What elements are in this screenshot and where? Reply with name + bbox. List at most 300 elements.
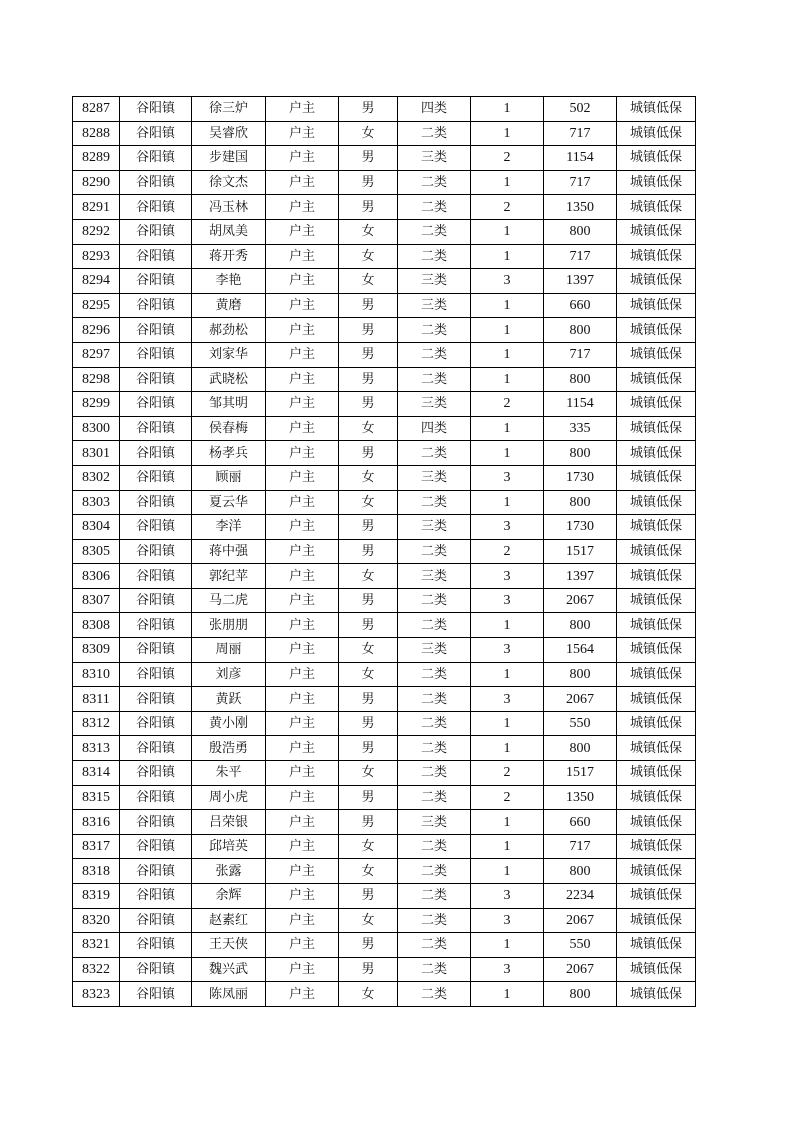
name-cell: 张露 — [192, 859, 266, 884]
serial-number-cell: 8304 — [73, 515, 120, 540]
table-row — [73, 662, 696, 687]
amount-cell: 502 — [544, 97, 617, 122]
township-cell: 谷阳镇 — [120, 269, 192, 294]
name-cell: 蒋开秀 — [192, 244, 266, 269]
serial-number-cell: 8302 — [73, 465, 120, 490]
name-cell: 李艳 — [192, 269, 266, 294]
category-cell: 二类 — [398, 342, 471, 367]
household-size-cell: 3 — [471, 588, 544, 613]
relief-type-cell: 城镇低保 — [617, 293, 696, 318]
relation-cell: 户主 — [266, 342, 339, 367]
amount-cell: 2234 — [544, 884, 617, 909]
serial-number-cell: 8288 — [73, 121, 120, 146]
name-cell: 刘家华 — [192, 342, 266, 367]
relation-cell: 户主 — [266, 465, 339, 490]
amount-cell: 800 — [544, 318, 617, 343]
relation-cell: 户主 — [266, 195, 339, 220]
name-cell: 周丽 — [192, 638, 266, 663]
relation-cell: 户主 — [266, 515, 339, 540]
relief-type-cell: 城镇低保 — [617, 121, 696, 146]
name-cell: 张朋朋 — [192, 613, 266, 638]
household-size-cell: 1 — [471, 662, 544, 687]
serial-number-cell: 8292 — [73, 219, 120, 244]
relation-cell: 户主 — [266, 244, 339, 269]
township-cell: 谷阳镇 — [120, 638, 192, 663]
township-cell: 谷阳镇 — [120, 884, 192, 909]
name-cell: 黄跃 — [192, 687, 266, 712]
serial-number-cell: 8295 — [73, 293, 120, 318]
amount-cell: 1564 — [544, 638, 617, 663]
category-cell: 三类 — [398, 146, 471, 171]
gender-cell: 男 — [339, 342, 398, 367]
amount-cell: 800 — [544, 490, 617, 515]
household-size-cell: 1 — [471, 441, 544, 466]
amount-cell: 1730 — [544, 515, 617, 540]
amount-cell: 1154 — [544, 392, 617, 417]
table-row — [73, 588, 696, 613]
relief-type-cell: 城镇低保 — [617, 269, 696, 294]
amount-cell: 335 — [544, 416, 617, 441]
township-cell: 谷阳镇 — [120, 293, 192, 318]
category-cell: 二类 — [398, 170, 471, 195]
category-cell: 三类 — [398, 269, 471, 294]
gender-cell: 女 — [339, 219, 398, 244]
table-row — [73, 613, 696, 638]
category-cell: 二类 — [398, 588, 471, 613]
relation-cell: 户主 — [266, 982, 339, 1007]
household-size-cell: 1 — [471, 982, 544, 1007]
serial-number-cell: 8315 — [73, 785, 120, 810]
gender-cell: 男 — [339, 392, 398, 417]
category-cell: 二类 — [398, 834, 471, 859]
amount-cell: 800 — [544, 662, 617, 687]
table-row — [73, 933, 696, 958]
amount-cell: 2067 — [544, 588, 617, 613]
category-cell: 二类 — [398, 219, 471, 244]
household-size-cell: 1 — [471, 244, 544, 269]
gender-cell: 男 — [339, 588, 398, 613]
category-cell: 二类 — [398, 662, 471, 687]
category-cell: 二类 — [398, 613, 471, 638]
table-row — [73, 884, 696, 909]
serial-number-cell: 8300 — [73, 416, 120, 441]
gender-cell: 男 — [339, 318, 398, 343]
category-cell: 三类 — [398, 810, 471, 835]
category-cell: 三类 — [398, 392, 471, 417]
relation-cell: 户主 — [266, 859, 339, 884]
amount-cell: 717 — [544, 121, 617, 146]
category-cell: 二类 — [398, 244, 471, 269]
table-row — [73, 342, 696, 367]
name-cell: 侯春梅 — [192, 416, 266, 441]
serial-number-cell: 8317 — [73, 834, 120, 859]
gender-cell: 女 — [339, 834, 398, 859]
township-cell: 谷阳镇 — [120, 736, 192, 761]
gender-cell: 女 — [339, 465, 398, 490]
amount-cell: 1397 — [544, 269, 617, 294]
gender-cell: 男 — [339, 195, 398, 220]
township-cell: 谷阳镇 — [120, 146, 192, 171]
category-cell: 三类 — [398, 515, 471, 540]
amount-cell: 1154 — [544, 146, 617, 171]
relation-cell: 户主 — [266, 687, 339, 712]
household-size-cell: 1 — [471, 834, 544, 859]
relation-cell: 户主 — [266, 564, 339, 589]
relief-type-cell: 城镇低保 — [617, 490, 696, 515]
relief-type-cell: 城镇低保 — [617, 859, 696, 884]
household-size-cell: 1 — [471, 859, 544, 884]
name-cell: 黄小刚 — [192, 711, 266, 736]
township-cell: 谷阳镇 — [120, 982, 192, 1007]
household-size-cell: 2 — [471, 785, 544, 810]
relief-type-cell: 城镇低保 — [617, 539, 696, 564]
name-cell: 陈凤丽 — [192, 982, 266, 1007]
relation-cell: 户主 — [266, 785, 339, 810]
name-cell: 邱培英 — [192, 834, 266, 859]
township-cell: 谷阳镇 — [120, 342, 192, 367]
township-cell: 谷阳镇 — [120, 957, 192, 982]
relation-cell: 户主 — [266, 318, 339, 343]
township-cell: 谷阳镇 — [120, 97, 192, 122]
relief-type-cell: 城镇低保 — [617, 367, 696, 392]
name-cell: 步建国 — [192, 146, 266, 171]
category-cell: 二类 — [398, 908, 471, 933]
category-cell: 二类 — [398, 982, 471, 1007]
name-cell: 郭纪苹 — [192, 564, 266, 589]
relation-cell: 户主 — [266, 97, 339, 122]
name-cell: 吕荣银 — [192, 810, 266, 835]
table-row — [73, 957, 696, 982]
relief-type-cell: 城镇低保 — [617, 761, 696, 786]
amount-cell: 800 — [544, 859, 617, 884]
serial-number-cell: 8287 — [73, 97, 120, 122]
relief-type-cell: 城镇低保 — [617, 662, 696, 687]
household-size-cell: 3 — [471, 465, 544, 490]
category-cell: 二类 — [398, 121, 471, 146]
serial-number-cell: 8316 — [73, 810, 120, 835]
table-row — [73, 269, 696, 294]
serial-number-cell: 8296 — [73, 318, 120, 343]
name-cell: 徐三炉 — [192, 97, 266, 122]
serial-number-cell: 8291 — [73, 195, 120, 220]
category-cell: 二类 — [398, 933, 471, 958]
amount-cell: 1517 — [544, 539, 617, 564]
relation-cell: 户主 — [266, 146, 339, 171]
township-cell: 谷阳镇 — [120, 441, 192, 466]
serial-number-cell: 8308 — [73, 613, 120, 638]
township-cell: 谷阳镇 — [120, 170, 192, 195]
table-row — [73, 195, 696, 220]
gender-cell: 女 — [339, 859, 398, 884]
township-cell: 谷阳镇 — [120, 785, 192, 810]
township-cell: 谷阳镇 — [120, 933, 192, 958]
name-cell: 李洋 — [192, 515, 266, 540]
table-row — [73, 539, 696, 564]
table-row — [73, 736, 696, 761]
gender-cell: 女 — [339, 121, 398, 146]
relief-type-cell: 城镇低保 — [617, 810, 696, 835]
table-row — [73, 367, 696, 392]
township-cell: 谷阳镇 — [120, 810, 192, 835]
table-row — [73, 244, 696, 269]
gender-cell: 女 — [339, 908, 398, 933]
relief-type-cell: 城镇低保 — [617, 957, 696, 982]
relief-type-cell: 城镇低保 — [617, 195, 696, 220]
serial-number-cell: 8307 — [73, 588, 120, 613]
name-cell: 刘彦 — [192, 662, 266, 687]
relief-type-cell: 城镇低保 — [617, 982, 696, 1007]
relief-type-cell: 城镇低保 — [617, 416, 696, 441]
relief-type-cell: 城镇低保 — [617, 441, 696, 466]
relief-type-cell: 城镇低保 — [617, 219, 696, 244]
table-row — [73, 908, 696, 933]
gender-cell: 女 — [339, 662, 398, 687]
township-cell: 谷阳镇 — [120, 908, 192, 933]
relief-type-cell: 城镇低保 — [617, 736, 696, 761]
table-body — [73, 97, 696, 1007]
serial-number-cell: 8301 — [73, 441, 120, 466]
relation-cell: 户主 — [266, 392, 339, 417]
relief-type-cell: 城镇低保 — [617, 711, 696, 736]
name-cell: 郝劲松 — [192, 318, 266, 343]
name-cell: 杨孝兵 — [192, 441, 266, 466]
category-cell: 二类 — [398, 441, 471, 466]
household-size-cell: 1 — [471, 736, 544, 761]
serial-number-cell: 8289 — [73, 146, 120, 171]
household-size-cell: 2 — [471, 146, 544, 171]
township-cell: 谷阳镇 — [120, 490, 192, 515]
relation-cell: 户主 — [266, 293, 339, 318]
township-cell: 谷阳镇 — [120, 392, 192, 417]
table-row — [73, 564, 696, 589]
household-size-cell: 1 — [471, 711, 544, 736]
household-size-cell: 1 — [471, 97, 544, 122]
serial-number-cell: 8306 — [73, 564, 120, 589]
gender-cell: 男 — [339, 810, 398, 835]
category-cell: 四类 — [398, 97, 471, 122]
amount-cell: 800 — [544, 613, 617, 638]
relation-cell: 户主 — [266, 416, 339, 441]
township-cell: 谷阳镇 — [120, 564, 192, 589]
township-cell: 谷阳镇 — [120, 761, 192, 786]
household-size-cell: 3 — [471, 269, 544, 294]
serial-number-cell: 8298 — [73, 367, 120, 392]
relation-cell: 户主 — [266, 441, 339, 466]
township-cell: 谷阳镇 — [120, 121, 192, 146]
category-cell: 二类 — [398, 195, 471, 220]
name-cell: 赵素红 — [192, 908, 266, 933]
relation-cell: 户主 — [266, 367, 339, 392]
category-cell: 二类 — [398, 490, 471, 515]
serial-number-cell: 8299 — [73, 392, 120, 417]
table-row — [73, 711, 696, 736]
serial-number-cell: 8311 — [73, 687, 120, 712]
name-cell: 武晓松 — [192, 367, 266, 392]
amount-cell: 1350 — [544, 785, 617, 810]
gender-cell: 男 — [339, 146, 398, 171]
household-size-cell: 1 — [471, 933, 544, 958]
serial-number-cell: 8323 — [73, 982, 120, 1007]
category-cell: 二类 — [398, 736, 471, 761]
household-size-cell: 2 — [471, 392, 544, 417]
relation-cell: 户主 — [266, 638, 339, 663]
table-row — [73, 416, 696, 441]
table-row — [73, 146, 696, 171]
relation-cell: 户主 — [266, 736, 339, 761]
household-size-cell: 2 — [471, 539, 544, 564]
serial-number-cell: 8321 — [73, 933, 120, 958]
serial-number-cell: 8318 — [73, 859, 120, 884]
township-cell: 谷阳镇 — [120, 244, 192, 269]
name-cell: 王天侠 — [192, 933, 266, 958]
relation-cell: 户主 — [266, 711, 339, 736]
category-cell: 三类 — [398, 564, 471, 589]
amount-cell: 2067 — [544, 687, 617, 712]
household-size-cell: 2 — [471, 761, 544, 786]
relation-cell: 户主 — [266, 908, 339, 933]
household-size-cell: 3 — [471, 564, 544, 589]
relief-type-cell: 城镇低保 — [617, 933, 696, 958]
relation-cell: 户主 — [266, 957, 339, 982]
relation-cell: 户主 — [266, 761, 339, 786]
name-cell: 邹其明 — [192, 392, 266, 417]
relief-type-cell: 城镇低保 — [617, 564, 696, 589]
serial-number-cell: 8309 — [73, 638, 120, 663]
name-cell: 胡凤美 — [192, 219, 266, 244]
household-size-cell: 1 — [471, 170, 544, 195]
table-row — [73, 490, 696, 515]
relation-cell: 户主 — [266, 834, 339, 859]
amount-cell: 800 — [544, 367, 617, 392]
category-cell: 二类 — [398, 318, 471, 343]
township-cell: 谷阳镇 — [120, 515, 192, 540]
category-cell: 二类 — [398, 884, 471, 909]
serial-number-cell: 8303 — [73, 490, 120, 515]
serial-number-cell: 8293 — [73, 244, 120, 269]
township-cell: 谷阳镇 — [120, 859, 192, 884]
serial-number-cell: 8314 — [73, 761, 120, 786]
gender-cell: 男 — [339, 687, 398, 712]
name-cell: 朱平 — [192, 761, 266, 786]
gender-cell: 女 — [339, 564, 398, 589]
household-size-cell: 1 — [471, 293, 544, 318]
amount-cell: 717 — [544, 170, 617, 195]
township-cell: 谷阳镇 — [120, 662, 192, 687]
name-cell: 吴睿欣 — [192, 121, 266, 146]
amount-cell: 1730 — [544, 465, 617, 490]
serial-number-cell: 8297 — [73, 342, 120, 367]
relief-type-cell: 城镇低保 — [617, 613, 696, 638]
serial-number-cell: 8305 — [73, 539, 120, 564]
gender-cell: 女 — [339, 638, 398, 663]
table-row — [73, 219, 696, 244]
name-cell: 余辉 — [192, 884, 266, 909]
gender-cell: 男 — [339, 515, 398, 540]
category-cell: 二类 — [398, 859, 471, 884]
table-row — [73, 97, 696, 122]
table-row — [73, 687, 696, 712]
amount-cell: 717 — [544, 834, 617, 859]
relief-type-cell: 城镇低保 — [617, 884, 696, 909]
amount-cell: 717 — [544, 244, 617, 269]
serial-number-cell: 8320 — [73, 908, 120, 933]
table-row — [73, 170, 696, 195]
household-size-cell: 1 — [471, 810, 544, 835]
category-cell: 二类 — [398, 957, 471, 982]
gender-cell: 男 — [339, 933, 398, 958]
relation-cell: 户主 — [266, 269, 339, 294]
category-cell: 三类 — [398, 638, 471, 663]
category-cell: 二类 — [398, 367, 471, 392]
name-cell: 蒋中强 — [192, 539, 266, 564]
relief-type-cell: 城镇低保 — [617, 342, 696, 367]
gender-cell: 男 — [339, 736, 398, 761]
relation-cell: 户主 — [266, 588, 339, 613]
household-size-cell: 3 — [471, 884, 544, 909]
township-cell: 谷阳镇 — [120, 539, 192, 564]
gender-cell: 男 — [339, 613, 398, 638]
township-cell: 谷阳镇 — [120, 195, 192, 220]
category-cell: 二类 — [398, 711, 471, 736]
gender-cell: 男 — [339, 884, 398, 909]
gender-cell: 女 — [339, 490, 398, 515]
township-cell: 谷阳镇 — [120, 318, 192, 343]
relation-cell: 户主 — [266, 170, 339, 195]
amount-cell: 550 — [544, 933, 617, 958]
household-size-cell: 1 — [471, 342, 544, 367]
table-row — [73, 465, 696, 490]
relation-cell: 户主 — [266, 662, 339, 687]
table-row — [73, 293, 696, 318]
relief-type-cell: 城镇低保 — [617, 170, 696, 195]
table-row — [73, 982, 696, 1007]
relief-type-cell: 城镇低保 — [617, 834, 696, 859]
name-cell: 周小虎 — [192, 785, 266, 810]
gender-cell: 女 — [339, 269, 398, 294]
table-row — [73, 121, 696, 146]
relation-cell: 户主 — [266, 933, 339, 958]
gender-cell: 男 — [339, 711, 398, 736]
gender-cell: 女 — [339, 982, 398, 1007]
gender-cell: 男 — [339, 367, 398, 392]
amount-cell: 800 — [544, 441, 617, 466]
gender-cell: 男 — [339, 441, 398, 466]
township-cell: 谷阳镇 — [120, 834, 192, 859]
relation-cell: 户主 — [266, 613, 339, 638]
amount-cell: 660 — [544, 293, 617, 318]
serial-number-cell: 8322 — [73, 957, 120, 982]
name-cell: 夏云华 — [192, 490, 266, 515]
gender-cell: 男 — [339, 97, 398, 122]
amount-cell: 1350 — [544, 195, 617, 220]
relief-type-cell: 城镇低保 — [617, 687, 696, 712]
table-row — [73, 638, 696, 663]
household-size-cell: 3 — [471, 957, 544, 982]
table-row — [73, 761, 696, 786]
serial-number-cell: 8294 — [73, 269, 120, 294]
township-cell: 谷阳镇 — [120, 219, 192, 244]
relief-type-cell: 城镇低保 — [617, 465, 696, 490]
table-row — [73, 392, 696, 417]
relief-type-cell: 城镇低保 — [617, 244, 696, 269]
household-size-cell: 3 — [471, 638, 544, 663]
amount-cell: 800 — [544, 982, 617, 1007]
amount-cell: 800 — [544, 219, 617, 244]
name-cell: 魏兴武 — [192, 957, 266, 982]
household-size-cell: 3 — [471, 515, 544, 540]
category-cell: 四类 — [398, 416, 471, 441]
relation-cell: 户主 — [266, 121, 339, 146]
